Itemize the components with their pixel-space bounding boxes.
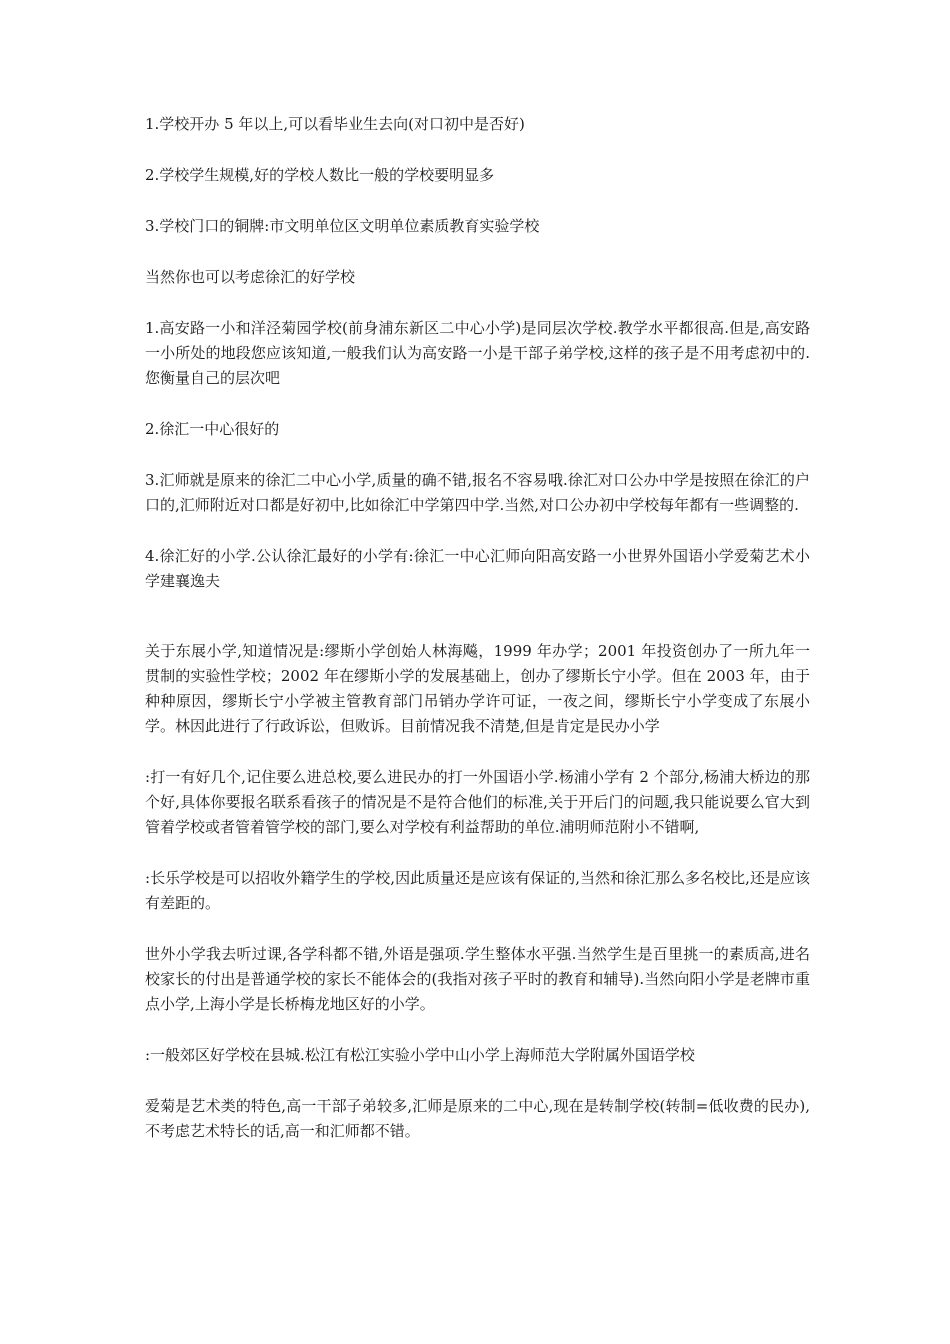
paragraph-1: 1.学校开办 5 年以上,可以看毕业生去向(对口初中是否好) xyxy=(145,115,525,133)
paragraph-9: 关于东展小学,知道情况是:缪斯小学创始人林海飚，1999 年办学；2001 年投资创办了一所九年一贯制的实验性学校；2002 年在缪斯小学的发展基础上，创办了缪斯长宁小学。但在 2003 年，由于种种原因，缪斯长宁小学被主管教育部门吊销办学许可证，一夜之间，缪斯长宁小学变成了东展小学。林因此进行了行政诉讼，但败诉。目前情况我不清楚,但是肯定是民办小学 xyxy=(145,642,810,735)
paragraph-4: 当然你也可以考虑徐汇的好学校 xyxy=(145,268,356,286)
paragraph-5: 1.高安路一小和洋泾菊园学校(前身浦东新区二中心小学)是同层次学校.教学水平都很高.但是,高安路一小所处的地段您应该知道,一般我们认为高安路一小是干部子弟学校,这样的孩子是不用考虑初中的.您衡量自己的层次吧 xyxy=(145,319,810,387)
paragraph-3: 3.学校门口的铜牌:市文明单位区文明单位素质教育实验学校 xyxy=(145,217,540,235)
paragraph-8: 4.徐汇好的小学.公认徐汇最好的小学有:徐汇一中心汇师向阳高安路一小世界外国语小学爱菊艺术小学建襄逸夫 xyxy=(145,547,810,590)
paragraph-10: :打一有好几个,记住要么进总校,要么进民办的打一外国语小学.杨浦小学有 2 个部分,杨浦大桥边的那个好,具体你要报名联系看孩子的情况是不是符合他们的标准,关于开后门的问题,我只能说要么官大到管着学校或者管着管学校的部门,要么对学校有利益帮助的单位.浦明师范附小不错啊, xyxy=(145,768,810,836)
paragraph-6: 2.徐汇一中心很好的 xyxy=(145,420,280,438)
document-page xyxy=(145,112,810,1144)
paragraph-14: 爱菊是艺术类的特色,高一干部子弟较多,汇师是原来的二中心,现在是转制学校(转制=低收费的民办),不考虑艺术特长的话,高一和汇师都不错。 xyxy=(145,1097,810,1140)
paragraph-2: 2.学校学生规模,好的学校人数比一般的学校要明显多 xyxy=(145,166,495,184)
paragraph-13: :一般郊区好学校在县城.松江有松江实验小学中山小学上海师范大学附属外国语学校 xyxy=(145,1046,695,1064)
paragraph-11: :长乐学校是可以招收外籍学生的学校,因此质量还是应该有保证的,当然和徐汇那么多名校比,还是应该有差距的。 xyxy=(145,869,810,912)
paragraph-7: 3.汇师就是原来的徐汇二中心小学,质量的确不错,报名不容易哦.徐汇对口公办中学是按照在徐汇的户口的,汇师附近对口都是好初中,比如徐汇中学第四中学.当然,对口公办初中学校每年都有一些调整的. xyxy=(145,471,810,514)
paragraph-12: 世外小学我去听过课,各学科都不错,外语是强项.学生整体水平强.当然学生是百里挑一的素质高,进名校家长的付出是普通学校的家长不能体会的(我指对孩子平时的教育和辅导).当然向阳小学是老牌市重点小学,上海小学是长桥梅龙地区好的小学。 xyxy=(145,945,810,1013)
